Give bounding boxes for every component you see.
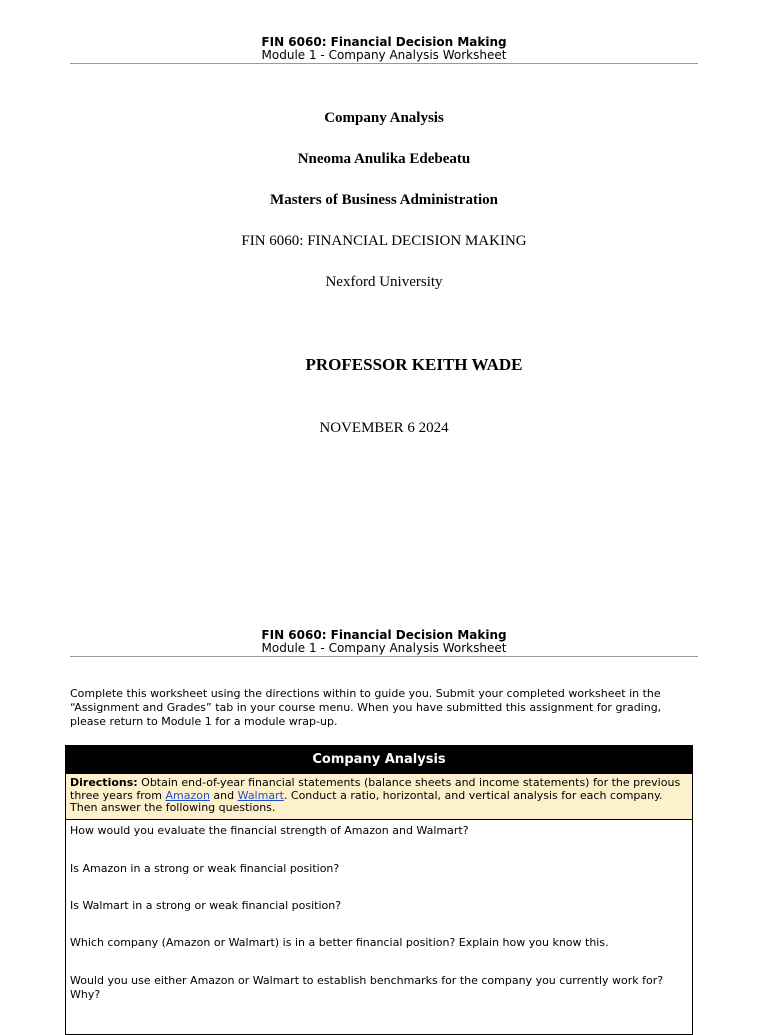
page-header-top [70, 35, 698, 64]
submission-date: NOVEMBER 6 2024 [319, 420, 449, 436]
professor-name: PROFESSOR KEITH WADE [305, 355, 523, 374]
question-4: Which company (Amazon or Walmart) is in a better financial position? Explain how you know this. [70, 936, 609, 949]
directions-and: and [209, 788, 238, 802]
walmart-link[interactable]: Walmart [237, 788, 284, 802]
student-name: Nneoma Anulika Edebeatu [297, 151, 471, 167]
header-divider [70, 63, 698, 64]
header-divider [70, 656, 698, 657]
page-header-second [70, 628, 698, 657]
question-2: Is Amazon in a strong or weak financial position? [70, 862, 340, 875]
question-3: Is Walmart in a strong or weak financial position? [70, 899, 342, 912]
program-name: Masters of Business Administration [270, 192, 498, 208]
directions-text-end: . Conduct a ratio, horizontal, and vertical analysis for each company. Then answer the following questions. [70, 788, 663, 814]
university-name: Nexford University [325, 274, 443, 290]
course-title: FIN 6060: Financial Decision Making [261, 628, 507, 642]
question-5: Would you use either Amazon or Walmart to establish benchmarks for the company you currently work for? Why? [70, 974, 664, 1001]
module-subtitle: Module 1 - Company Analysis Worksheet [261, 48, 507, 62]
worksheet-intro: Complete this worksheet using the directions within to guide you. Submit your completed worksheet in the “Assignment and Grades” tab in your course menu. When you have submitted this assignment for grading, please return to Module 1 for a module wrap-up. [70, 687, 662, 728]
directions-label: Directions: [70, 776, 138, 789]
module-subtitle: Module 1 - Company Analysis Worksheet [261, 641, 507, 655]
company-analysis-table [65, 745, 693, 1035]
course-title: FIN 6060: Financial Decision Making [261, 35, 507, 49]
question-1: How would you evaluate the financial strength of Amazon and Walmart? [70, 824, 469, 837]
document-title: Company Analysis [324, 110, 444, 126]
course-name: FIN 6060: FINANCIAL DECISION MAKING [241, 233, 527, 249]
table-title: Company Analysis [66, 746, 692, 773]
amazon-link[interactable]: Amazon [165, 788, 210, 802]
directions-box [66, 773, 692, 820]
directions-text: Obtain end-of-year financial statements (balance sheets and income statements) for the previous three years from [70, 776, 681, 802]
